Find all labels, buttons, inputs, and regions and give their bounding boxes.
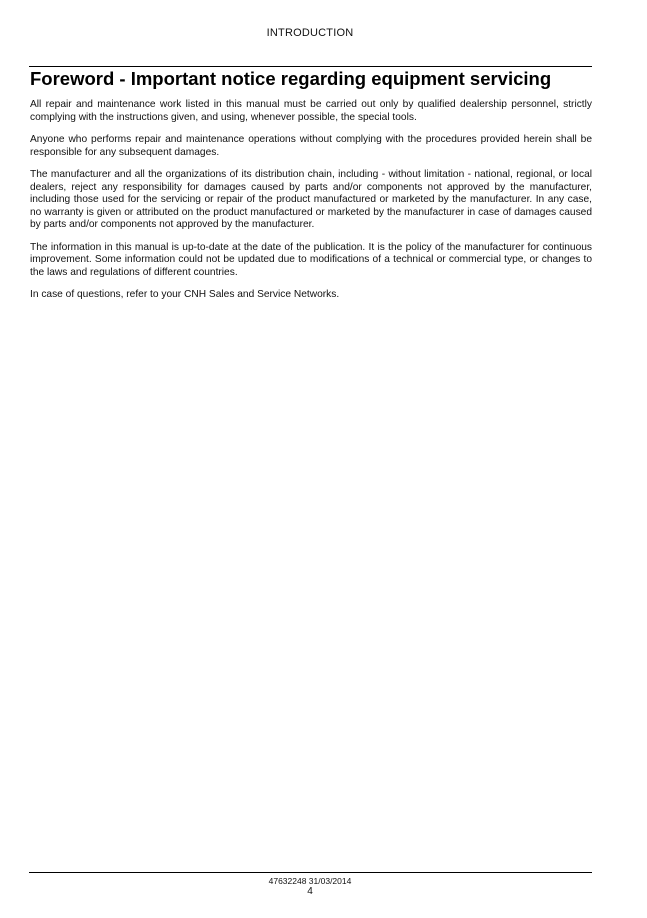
paragraph-manufacturer-liability: The manufacturer and all the organizations of its distribution chain, including - without limitation - national, regional, or local dealers, reject any responsibility for damages caused by parts and/or components not approved by the manufacturer, including those used for the servicing or repair of the product manufactured or marketed by the manufacturer. In any case, no warranty is given or attributed on the product manufactured or marketed by the manufacturer in case of damages caused by parts and/or components not approved by the manufacturer. <box>30 169 592 230</box>
paragraph-qualified-personnel: All repair and maintenance work listed in this manual must be carried out only by qualified dealership personnel, strictly complying with the instructions given, and using, whenever possible, the special tools. <box>30 99 592 123</box>
footer-divider <box>29 872 592 873</box>
running-header: INTRODUCTION <box>266 27 354 39</box>
page-title: Foreword - Important notice regarding equipment servicing <box>30 68 552 89</box>
paragraph-information-currency: The information in this manual is up-to-date at the date of the publication. It is the policy of the manufacturer for continuous improvement. Some information could not be updated due to modifications of a technical or commercial type, or changes to the laws and regulations of different countries. <box>30 241 592 278</box>
paragraph-responsibility: Anyone who performs repair and maintenance operations without complying with the procedures provided herein shall be responsible for any subsequent damages. <box>30 134 592 158</box>
body-text <box>30 99 592 312</box>
paragraph-questions: In case of questions, refer to your CNH Sales and Service Networks. <box>30 289 340 300</box>
document-reference: 47632248 31/03/2014 <box>268 876 352 886</box>
page-number: 4 <box>307 886 313 897</box>
